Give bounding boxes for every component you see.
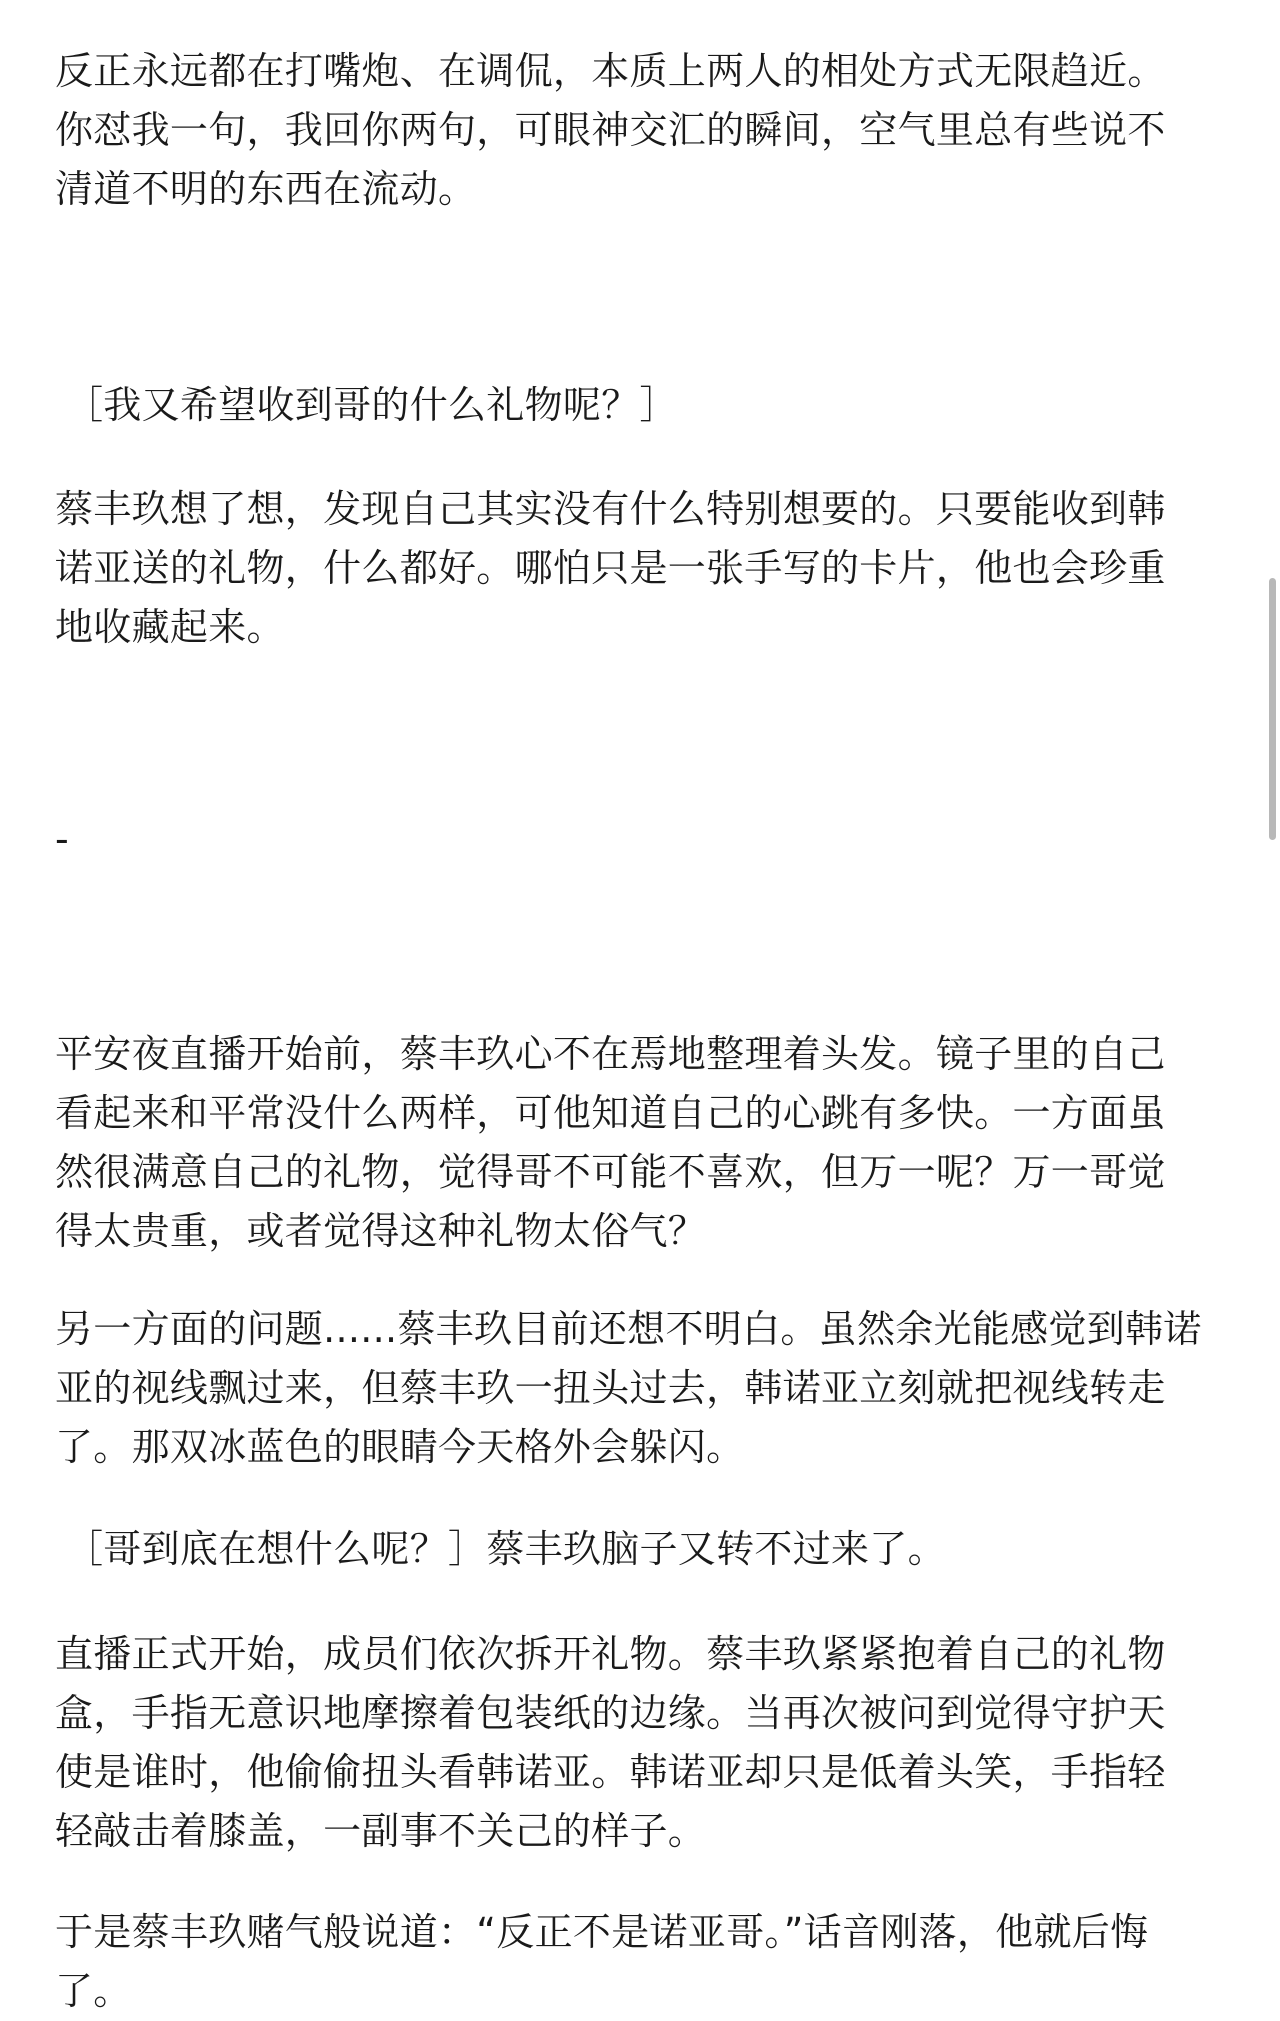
text-line: ［哥到底在想什么呢？］蔡丰玖脑子又转不过来了。 xyxy=(65,1527,946,1571)
text-line: 清道不明的东西在流动。 xyxy=(55,167,477,211)
text-line: 蔡丰玖想了想，发现自己其实没有什么特别想要的。只要能收到韩 xyxy=(55,487,1166,531)
scrollbar-thumb[interactable] xyxy=(1269,578,1276,840)
text-line: 诺亚送的礼物，什么都好。哪怕只是一张手写的卡片，他也会珍重 xyxy=(55,546,1166,590)
text-line: 反正永远都在打嘴炮、在调侃，本质上两人的相处方式无限趋近。 xyxy=(55,49,1166,93)
text-line: 另一方面的问题......蔡丰玖目前还想不明白。虽然余光能感觉到韩诺 xyxy=(55,1307,1202,1351)
paragraph xyxy=(55,1025,1166,1261)
paragraph xyxy=(55,480,1166,657)
text-line: 亚的视线飘过来，但蔡丰玖一扭头过去，韩诺亚立刻就把视线转走 xyxy=(55,1366,1166,1410)
text-line: 于是蔡丰玖赌气般说道：“反正不是诺亚哥。”话音刚落，他就后悔 xyxy=(55,1910,1149,1954)
paragraph xyxy=(55,1300,1202,1477)
text-line: 直播正式开始，成员们依次拆开礼物。蔡丰玖紧紧抱着自己的礼物 xyxy=(55,1632,1166,1676)
text-line: 使是谁时，他偷偷扭头看韩诺亚。韩诺亚却只是低着头笑，手指轻 xyxy=(55,1750,1166,1794)
section-divider xyxy=(55,810,69,869)
paragraph xyxy=(55,1625,1166,1861)
vertical-scrollbar[interactable] xyxy=(1266,0,1280,2015)
text-line: 了。那双冰蓝色的眼睛今天格外会躲闪。 xyxy=(55,1425,745,1469)
text-line: - xyxy=(55,817,70,861)
text-line: 看起来和平常没什么两样，可他知道自己的心跳有多快。一方面虽 xyxy=(55,1091,1166,1135)
text-line: 你怼我一句，我回你两句，可眼神交汇的瞬间，空气里总有些说不 xyxy=(55,108,1166,152)
paragraph xyxy=(55,1903,1148,2021)
paragraph xyxy=(65,376,678,435)
text-line: 了。 xyxy=(55,1969,132,2013)
text-line: 轻敲击着膝盖，一副事不关己的样子。 xyxy=(55,1809,707,1853)
text-line: ［我又希望收到哥的什么礼物呢？］ xyxy=(65,383,678,427)
text-line: 平安夜直播开始前，蔡丰玖心不在焉地整理着头发。镜子里的自己 xyxy=(55,1032,1166,1076)
paragraph xyxy=(65,1520,946,1579)
text-line: 盒，手指无意识地摩擦着包装纸的边缘。当再次被问到觉得守护天 xyxy=(55,1691,1166,1735)
text-line: 地收藏起来。 xyxy=(55,605,285,649)
text-line: 然很满意自己的礼物，觉得哥不可能不喜欢，但万一呢？万一哥觉 xyxy=(55,1150,1166,1194)
text-line: 得太贵重，或者觉得这种礼物太俗气？ xyxy=(55,1209,707,1253)
paragraph xyxy=(55,42,1166,219)
